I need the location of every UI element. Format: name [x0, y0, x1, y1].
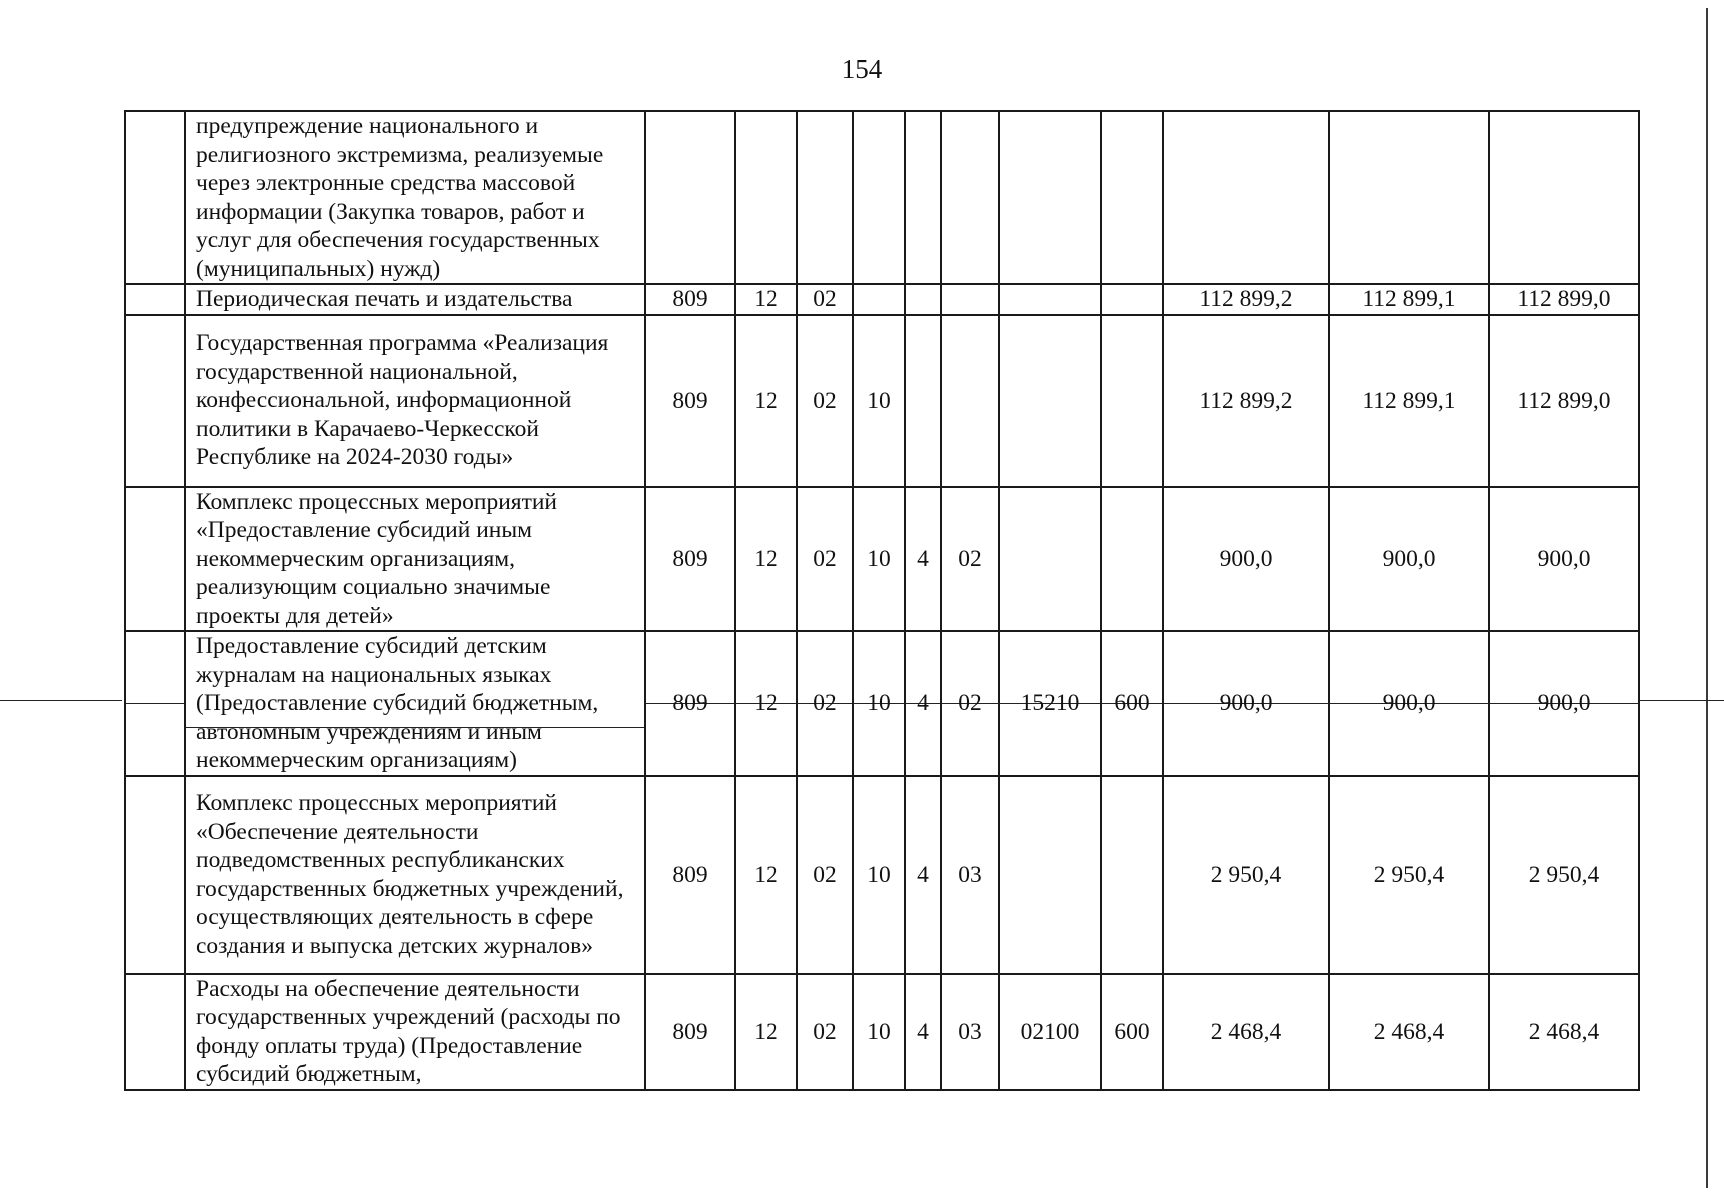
- row-name-cell: Комплекс процессных мероприятий «Обеспечение деятельности подведомственных республиканских государственных бюджетных учреждений, осуществляющих деятельность в сфере создания и выпуска детских журналов»: [185, 776, 645, 974]
- amount-year3-cell: 900,0: [1489, 487, 1639, 632]
- expense-type-cell: [1101, 487, 1163, 632]
- ved-cell: 809: [645, 284, 735, 315]
- direction-cell: [999, 776, 1101, 974]
- direction-cell: [999, 315, 1101, 487]
- row-name-cell: Комплекс процессных мероприятий «Предоставление субсидий иным некоммерческим организациям, реализующим социально значимые проекты для детей»: [185, 487, 645, 632]
- section-cell: 12: [735, 315, 797, 487]
- section-cell: 12: [735, 284, 797, 315]
- program-cell: 10: [853, 974, 905, 1090]
- amount-year1-cell: 2 950,4: [1163, 776, 1329, 974]
- expense-type-cell: 600: [1101, 631, 1163, 776]
- program-type-cell: 4: [905, 776, 941, 974]
- table-row: [125, 111, 1639, 284]
- row-number-cell: [125, 487, 185, 632]
- program-element-cell: 03: [941, 776, 999, 974]
- program-type-cell: [905, 111, 941, 284]
- row-name-cell: Периодическая печать и издательства: [185, 284, 645, 315]
- section-cell: 12: [735, 487, 797, 632]
- table-row: [125, 487, 1639, 632]
- program-element-cell: [941, 111, 999, 284]
- amount-year2-cell: 112 899,1: [1329, 315, 1489, 487]
- program-cell: 10: [853, 315, 905, 487]
- ved-cell: 809: [645, 315, 735, 487]
- direction-cell: 02100: [999, 974, 1101, 1090]
- program-cell: 10: [853, 631, 905, 776]
- program-element-cell: [941, 284, 999, 315]
- subsection-cell: [797, 111, 853, 284]
- table-row: [125, 776, 1639, 974]
- expense-type-cell: [1101, 315, 1163, 487]
- program-element-cell: 03: [941, 974, 999, 1090]
- amount-year1-cell: 112 899,2: [1163, 284, 1329, 315]
- scan-mark-right: [1640, 700, 1724, 701]
- ved-cell: 809: [645, 974, 735, 1090]
- amount-year2-cell: 2 468,4: [1329, 974, 1489, 1090]
- direction-cell: [999, 284, 1101, 315]
- amount-year3-cell: 900,0: [1489, 631, 1639, 776]
- scan-mark-left: [0, 700, 122, 701]
- direction-cell: [999, 111, 1101, 284]
- table-row: [125, 631, 1639, 776]
- program-cell: 10: [853, 487, 905, 632]
- program-type-cell: 4: [905, 974, 941, 1090]
- row-name-cell: Предоставление субсидий детским журналам на национальных языках (Предоставление субсидий бюджетным, автономным учреждениям и иным некоммерческим организациям): [185, 631, 645, 776]
- program-cell: [853, 111, 905, 284]
- section-cell: 12: [735, 974, 797, 1090]
- program-element-cell: [941, 315, 999, 487]
- amount-year1-cell: 900,0: [1163, 487, 1329, 632]
- budget-table: [124, 110, 1640, 1091]
- amount-year2-cell: 2 950,4: [1329, 776, 1489, 974]
- row-number-cell: [125, 315, 185, 487]
- amount-year1-cell: 900,0: [1163, 631, 1329, 776]
- program-type-cell: [905, 315, 941, 487]
- amount-year3-cell: 2 468,4: [1489, 974, 1639, 1090]
- amount-year3-cell: 2 950,4: [1489, 776, 1639, 974]
- section-cell: 12: [735, 631, 797, 776]
- scan-edge-line: [1706, 8, 1708, 1188]
- row-number-cell: [125, 631, 185, 776]
- amount-year2-cell: 112 899,1: [1329, 284, 1489, 315]
- amount-year1-cell: 2 468,4: [1163, 974, 1329, 1090]
- ved-cell: 809: [645, 631, 735, 776]
- program-type-cell: 4: [905, 631, 941, 776]
- subsection-cell: 02: [797, 974, 853, 1090]
- amount-year1-cell: [1163, 111, 1329, 284]
- amount-year3-cell: 112 899,0: [1489, 284, 1639, 315]
- program-type-cell: 4: [905, 487, 941, 632]
- program-cell: [853, 284, 905, 315]
- program-type-cell: [905, 284, 941, 315]
- expense-type-cell: [1101, 776, 1163, 974]
- amount-year2-cell: 900,0: [1329, 631, 1489, 776]
- expense-type-cell: [1101, 284, 1163, 315]
- expense-type-cell: [1101, 111, 1163, 284]
- amount-year2-cell: [1329, 111, 1489, 284]
- program-element-cell: 02: [941, 631, 999, 776]
- direction-cell: [999, 487, 1101, 632]
- section-cell: 12: [735, 776, 797, 974]
- ved-cell: [645, 111, 735, 284]
- amount-year1-cell: 112 899,2: [1163, 315, 1329, 487]
- row-name-cell: Расходы на обеспечение деятельности государственных учреждений (расходы по фонду оплаты труда) (Предоставление субсидий бюджетным,: [185, 974, 645, 1090]
- subsection-cell: 02: [797, 315, 853, 487]
- subsection-cell: 02: [797, 776, 853, 974]
- amount-year3-cell: 112 899,0: [1489, 315, 1639, 487]
- page-number: 154: [841, 54, 883, 84]
- row-name-cell: предупреждение национального и религиозного экстремизма, реализуемые через электронные средства массовой информации (Закупка товаров, работ и услуг для обеспечения государственных (муниципальных) нужд): [185, 111, 645, 284]
- table-row: [125, 315, 1639, 487]
- table-row: [125, 974, 1639, 1090]
- expense-type-cell: 600: [1101, 974, 1163, 1090]
- ved-cell: 809: [645, 776, 735, 974]
- row-number-cell: [125, 776, 185, 974]
- row-number-cell: [125, 284, 185, 315]
- subsection-cell: 02: [797, 284, 853, 315]
- ved-cell: 809: [645, 487, 735, 632]
- program-element-cell: 02: [941, 487, 999, 632]
- section-cell: [735, 111, 797, 284]
- amount-year2-cell: 900,0: [1329, 487, 1489, 632]
- subsection-cell: 02: [797, 631, 853, 776]
- row-number-cell: [125, 111, 185, 284]
- program-cell: 10: [853, 776, 905, 974]
- subsection-cell: 02: [797, 487, 853, 632]
- amount-year3-cell: [1489, 111, 1639, 284]
- table-row: [125, 284, 1639, 315]
- direction-cell: 15210: [999, 631, 1101, 776]
- row-name-cell: Государственная программа «Реализация государственной национальной, конфессиональной, информационной политики в Карачаево-Черкесской Республике на 2024-2030 годы»: [185, 315, 645, 487]
- row-number-cell: [125, 974, 185, 1090]
